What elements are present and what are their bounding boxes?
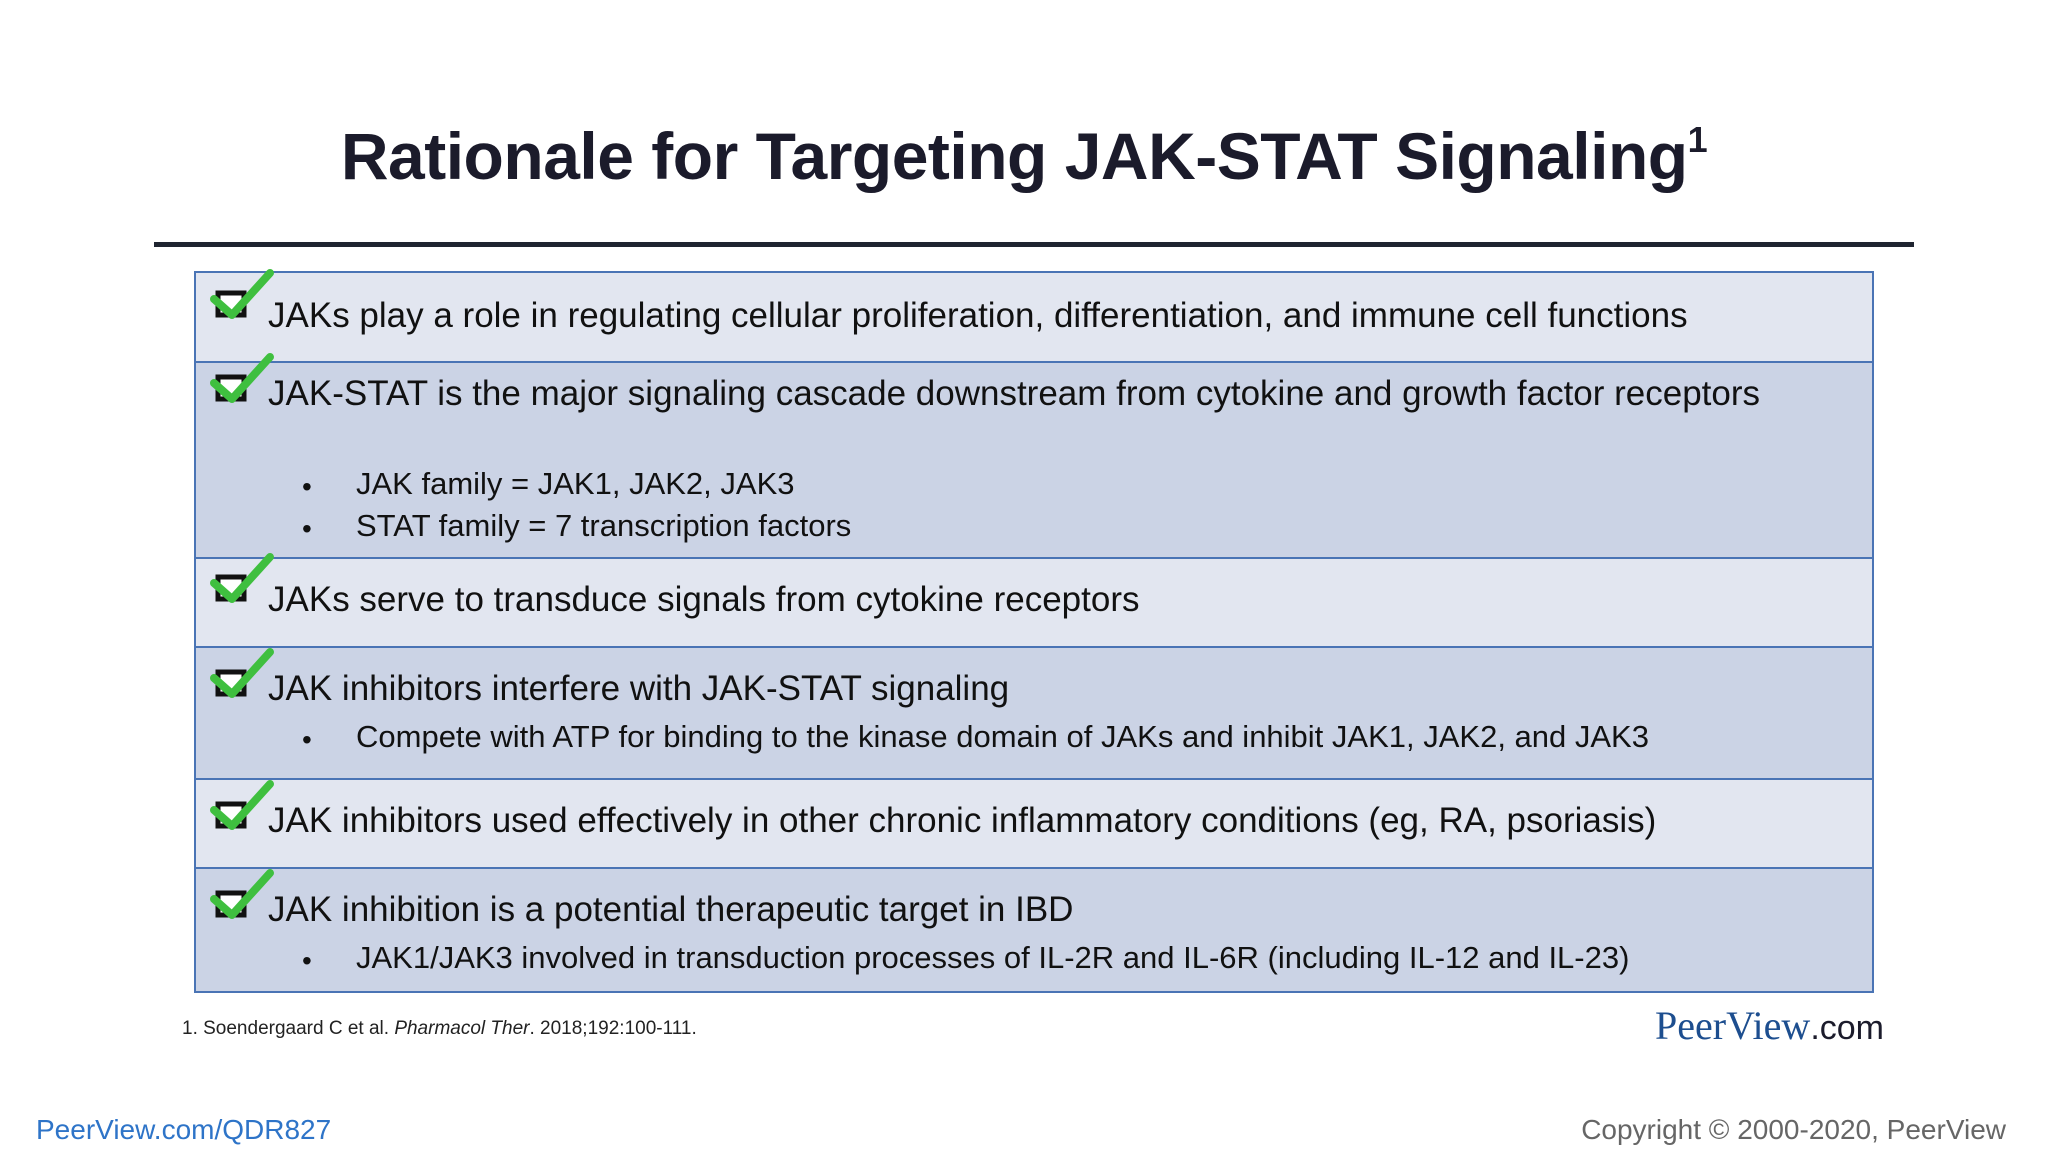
checklist-row <box>196 778 1872 867</box>
sub-bullet-text: JAK1/JAK3 involved in transduction processes of IL-2R and IL-6R (including IL-12 and IL-23) <box>356 940 1630 975</box>
checklist-item-text: JAK inhibitors interfere with JAK-STAT signaling <box>268 669 1010 708</box>
checklist-row <box>196 646 1872 778</box>
checklist-table <box>194 271 1874 993</box>
checklist-row <box>196 273 1872 361</box>
checklist-row <box>196 361 1872 557</box>
checklist-item-text: JAK-STAT is the major signaling cascade downstream from cytokine and growth factor receptors <box>268 374 1761 413</box>
checkbox-check-icon <box>206 553 276 613</box>
copyright-text: Copyright © 2000-2020, PeerView <box>1581 1114 2006 1145</box>
checkbox-check-icon <box>206 869 276 929</box>
checklist-item-text: JAK inhibition is a potential therapeutic target in IBD <box>268 890 1074 929</box>
reference-suffix: . 2018;192:100-111. <box>529 1018 697 1039</box>
sub-bullet-text: Compete with ATP for binding to the kinase domain of JAKs and inhibit JAK1, JAK2, and JAK3 <box>356 719 1649 754</box>
bullet-icon: • <box>302 945 312 976</box>
title-divider <box>154 242 1914 247</box>
checklist-row <box>196 557 1872 646</box>
sub-bullet-text: STAT family = 7 transcription factors <box>356 508 852 543</box>
footer-link[interactable]: PeerView.com/QDR827 <box>36 1114 332 1145</box>
title-superscript: 1 <box>1687 119 1708 160</box>
bullet-icon: • <box>302 724 312 755</box>
sub-bullet-text: JAK family = JAK1, JAK2, JAK3 <box>356 466 795 501</box>
bullet-icon: • <box>302 471 312 502</box>
checklist-item-text: JAK inhibitors used effectively in other chronic inflammatory conditions (eg, RA, psoriasis) <box>268 801 1657 840</box>
checklist-row <box>196 867 1872 991</box>
checkbox-check-icon <box>206 353 276 413</box>
peerview-logo <box>1655 1002 1884 1049</box>
logo-brand: PeerView <box>1655 1003 1811 1048</box>
reference-prefix: 1. Soendergaard C et al. <box>182 1018 395 1039</box>
slide-title <box>0 118 2048 194</box>
checkbox-check-icon <box>206 648 276 708</box>
checklist-item-text: JAKs play a role in regulating cellular proliferation, differentiation, and immune cell functions <box>268 296 1688 335</box>
checklist-item-text: JAKs serve to transduce signals from cytokine receptors <box>268 580 1140 619</box>
reference-journal: Pharmacol Ther <box>394 1018 530 1039</box>
checkbox-check-icon <box>206 269 276 329</box>
logo-suffix: .com <box>1810 1009 1884 1047</box>
bullet-icon: • <box>302 513 312 544</box>
checkbox-check-icon <box>206 780 276 840</box>
reference-citation <box>182 1018 697 1040</box>
slide-title-text: Rationale for Targeting JAK-STAT Signaling <box>340 119 1688 193</box>
